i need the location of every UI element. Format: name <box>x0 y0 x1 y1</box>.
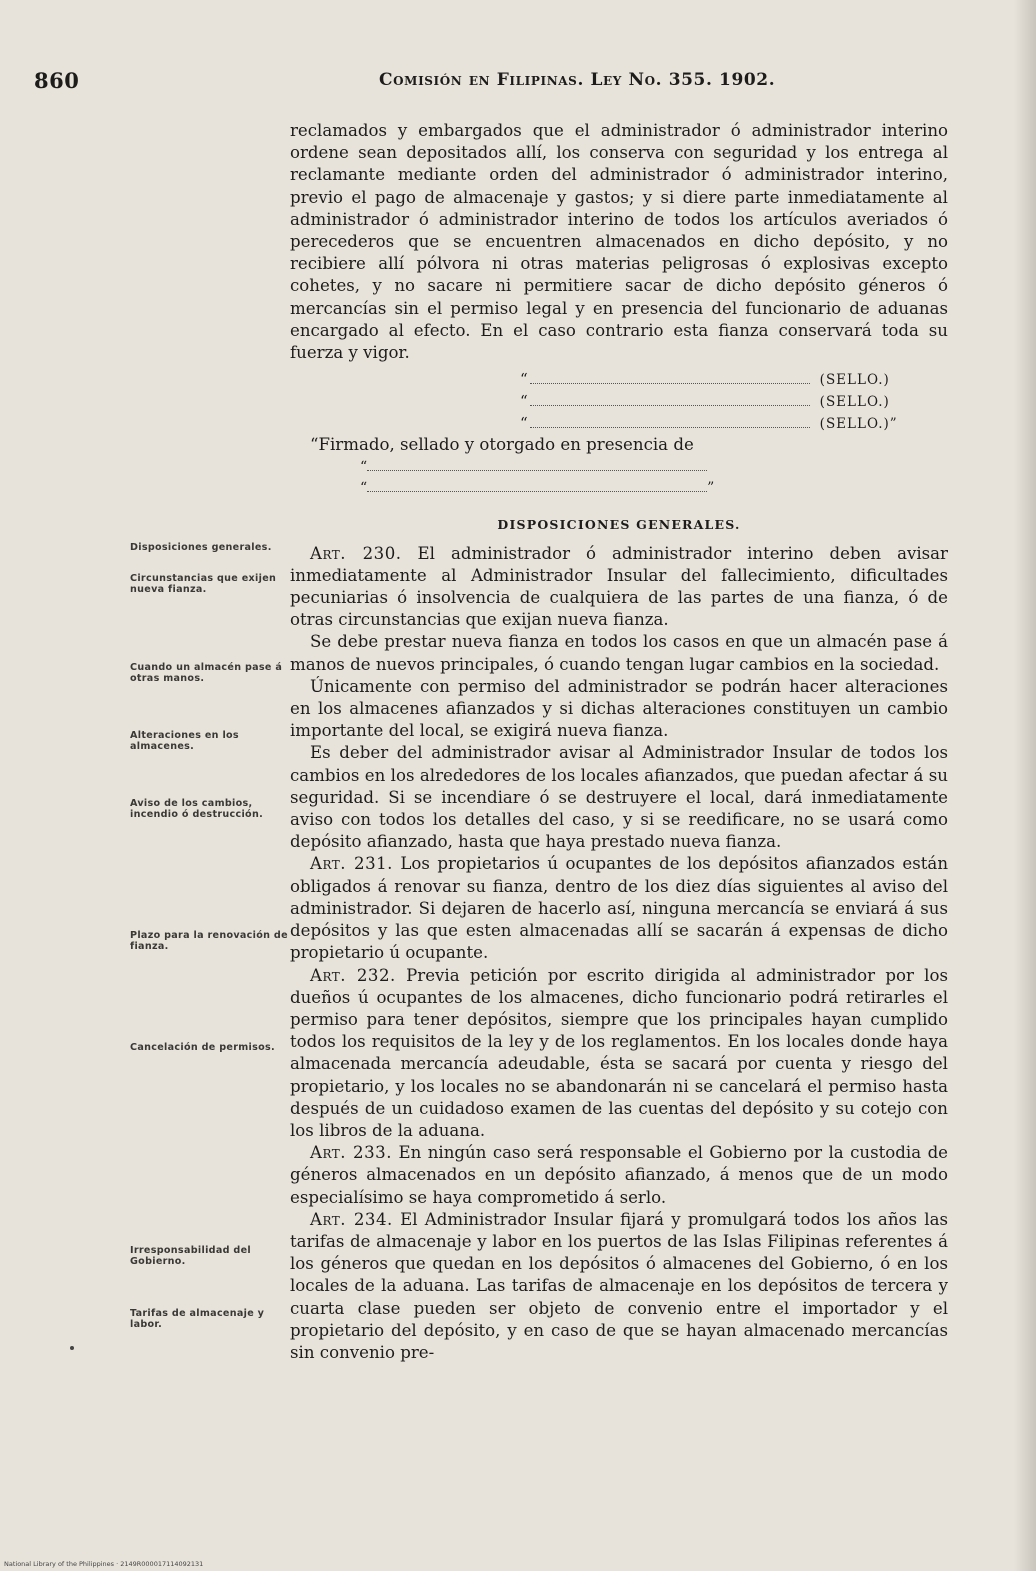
signature-line: “ (SELLO.) <box>520 390 948 412</box>
page-header <box>34 68 864 98</box>
margin-note: Alteraciones en los almacenes. <box>130 730 239 752</box>
margin-note: Plazo para la renovación de fianza. <box>130 930 288 952</box>
signature-line: “ (SELLO.) <box>520 368 948 390</box>
article-232: Art. 232. Previa petición por escrito dirigida al administrador por los dueños ú ocupantes de los almacenes, dicho funcionario podrá retirarles el permiso para tener depósitos, siempre que los principales hayan cumplido todos los requisitos de la ley y de los reglamentos. En los locales donde haya almacenada mercancía adeudable, ésta se sacará por cuenta y riesgo del propietario, y los locales no se abandonarán ni se cancelará el permiso hasta después de un cuidadoso examen de las cuentas del depósito y su cotejo con los libros de la aduana. <box>290 965 948 1140</box>
page-edge-shadow <box>1014 0 1036 1571</box>
intro-paragraph: reclamados y embargados que el administrador ó administrador interino ordene sean depositados allí, los conserva con seguridad y los entrega al reclamante mediante orden del administrador ó administrador interino, previo el pago de almacenaje y gastos; y si diere parte inmediatamente al administrador ó administrador interino de todos los artículos averiados ó perecederos que se encuentren almacenados en dicho depósito, y no recibiere allí pólvora ni otras materias peligrosas ó explosivas excepto cohetes, y no sacare ni permitiere sacar de dicho depósito géneros ó mercancías sin el permiso legal y en presencia del funcionario de aduanas encargado al efecto. En el caso contrario esta fianza conservará toda su fuerza y vigor. <box>290 121 948 363</box>
section-heading: DISPOSICIONES GENERALES. <box>497 517 741 533</box>
margin-note: Cuando un almacén pase á otras manos. <box>130 662 283 684</box>
margin-note: Aviso de los cambios, incendio ó destrucción. <box>130 798 264 820</box>
article-233: Art. 233. En ningún caso será responsable el Gobierno por la custodia de géneros almacenados en un depósito afianzado, á menos que de un modo especialísimo se haya comprometido á serlo. <box>290 1143 949 1207</box>
article-230: Art. 230. El administrador ó administrador interino deben avisar inmediatamente al Administrador Insular del fallecimiento, dificultades pecuniarias ó insolvencia de cualquiera de las partes de una fianza, ó de otras circunstancias que exijan nueva fianza. <box>290 543 948 630</box>
article-234: Art. 234. El Administrador Insular fijará y promulgará todos los años las tarifas de almacenaje y labor en los puertos de las Islas Filipinas referentes á los géneros que quedan en los depósitos ó almacenes del Gobierno, ó en los locales de la aduana. Las tarifas de almacenaje en los depósitos de tercera y cuarta clase pueden ser objeto de convenio entre el importador y el propietario del depósito, y en caso de que se hayan almacenado mercancías sin convenio pre- <box>290 1209 949 1362</box>
seal-label: (SELLO.) <box>819 372 890 389</box>
witness-signature-line: “ ” <box>360 477 948 498</box>
margin-note: Tarifas de almacenaje y labor. <box>130 1308 265 1330</box>
stray-mark <box>70 1346 74 1350</box>
witness-signature-line: “ <box>360 456 948 477</box>
seal-label: (SELLO.) <box>819 394 890 411</box>
margin-note: Irresponsabilidad del Gobierno. <box>130 1245 251 1267</box>
article-number: Art. 234. <box>310 1209 393 1229</box>
article-number: Art. 233. <box>310 1143 392 1163</box>
main-text <box>290 120 948 1364</box>
article-231: Art. 231. Los propietarios ú ocupantes de los depósitos afianzados están obligados á renovar su fianza, dentro de los diez días siguientes al aviso del administrador. Si dejaren de hacerlo así, ninguna mercancía se enviará á sus depósitos y las que esten almacenadas allí se sacarán á expensas de dicho propietario ú ocupante. <box>290 854 949 963</box>
scan-footer: National Library of the Philippines · 2149R000017114092131 <box>4 1560 204 1568</box>
article-number: Art. 230. <box>310 543 402 563</box>
paragraph: Es deber del administrador avisar al Administrador Insular de todos los cambios en los alrededores de los locales afianzados, que puedan afectar á su seguridad. Si se incendiare ó se destruyere el local, dará inmediatamente aviso con todos los detalles del caso, y si se reedificare, no se usará como depósito afianzado, hasta que haya prestado nueva fianza. <box>290 743 948 852</box>
margin-note: Cancelación de permisos. <box>130 1042 275 1053</box>
running-head: Comisión en Filipinas. Ley No. 355. 1902. <box>379 70 776 90</box>
margin-note: Disposiciones generales. <box>130 542 272 553</box>
paragraph: Únicamente con permiso del administrador se podrán hacer alteraciones en los almacenes afianzados y si dichas alteraciones constituyen un cambio importante del local, se exigirá nueva fianza. <box>290 676 948 741</box>
signature-line: “ (SELLO.)” <box>520 412 948 434</box>
article-number: Art. 232. <box>310 965 396 985</box>
signature-block <box>290 368 948 434</box>
article-number: Art. 231. <box>310 854 393 874</box>
witness-line: “Firmado, sellado y otorgado en presencia de <box>310 435 694 455</box>
page-number: 860 <box>34 68 80 93</box>
margin-note: Circunstancias que exijen nueva fianza. <box>130 573 277 595</box>
seal-label: (SELLO.)” <box>819 416 898 433</box>
paragraph: Se debe prestar nueva fianza en todos los casos en que un almacén pase á manos de nuevos principales, ó cuando tengan lugar cambios en la sociedad. <box>290 632 948 674</box>
